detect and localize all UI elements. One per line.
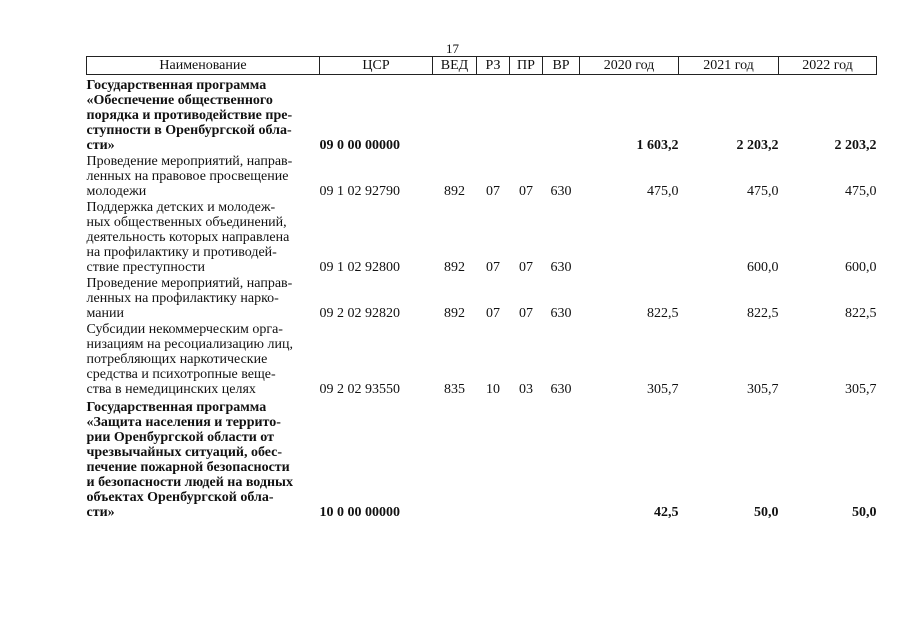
row-name-line: чрезвычайных ситуаций, обес- [86,445,283,460]
row-name-line: молодежи [86,184,147,199]
row-ved: 892 [444,184,465,199]
row-value-2022: 50,0 [852,505,877,520]
row-name-line: сти» [86,138,115,153]
row-vr: 630 [550,260,572,275]
header-ved: ВЕД [433,57,477,75]
row-name-line: Государственная программа [86,78,267,93]
row-csr: 09 2 02 93550 [319,382,400,397]
row-name-line: ленных на профилактику нарко- [86,291,279,306]
row-rz: 07 [486,260,500,275]
row-pr: 07 [519,306,533,321]
header-name: Наименование [87,57,320,75]
budget-table [86,56,877,520]
table-row [87,153,877,199]
row-rz: 10 [486,382,500,397]
row-name-line: мании [86,306,124,321]
row-rz: 07 [486,184,500,199]
row-name [87,321,320,397]
row-value-2020: 475,0 [647,184,679,199]
row-vr: 630 [550,184,572,199]
row-value-2020: 1 603,2 [636,138,679,153]
row-name [87,397,320,520]
table-header-row [87,57,877,75]
row-pr [510,75,543,154]
row-value-2020: 42,5 [654,505,679,520]
row-value-2021: 822,5 [747,306,779,321]
row-name-line: ства в немедицинских целях [86,382,256,397]
row-ved: 892 [444,260,465,275]
row-rz [477,397,510,520]
row-name-line: Субсидии некоммерческим орга- [86,322,283,337]
row-csr: 09 2 02 92820 [319,306,400,321]
row-value-2022: 2 203,2 [834,138,877,153]
row-name-line: деятельность которых направлена [86,230,290,245]
row-name [87,275,320,321]
header-csr: ЦСР [320,57,433,75]
row-value-2021: 50,0 [754,505,779,520]
row-value-2021: 475,0 [747,184,779,199]
row-name-line: Государственная программа [86,400,267,415]
header-2021: 2021 год [679,57,779,75]
row-pr: 07 [519,260,533,275]
row-rz [477,75,510,154]
row-name [87,75,320,154]
row-name-line: Проведение мероприятий, направ- [86,276,293,291]
row-name-line: ступности в Оренбургской обла- [86,123,292,138]
row-value-2020: 822,5 [647,306,679,321]
table-row [87,199,877,275]
row-pr [510,397,543,520]
row-value-2021: 2 203,2 [736,138,779,153]
row-name-line: ствие преступности [86,260,206,275]
row-name-line: сти» [86,505,115,520]
row-name-line: на профилактику и противодей- [86,245,277,260]
row-vr [543,75,580,154]
row-csr: 09 1 02 92800 [319,260,400,275]
row-value-2020 [580,199,679,275]
header-2020: 2020 год [580,57,679,75]
row-ved: 835 [444,382,465,397]
row-ved [433,75,477,154]
row-name [87,199,320,275]
row-name-line: ных общественных объединений, [86,215,287,230]
table-body [87,75,877,521]
row-name-line: средства и психотропные веще- [86,367,276,382]
header-vr: ВР [543,57,580,75]
row-name-line: потребляющих наркотические [86,352,268,367]
row-name-line: рии Оренбургской области от [86,430,275,445]
row-name-line: печение пожарной безопасности [86,460,290,475]
row-name [87,153,320,199]
row-vr: 630 [550,382,572,397]
table-row [87,321,877,397]
row-value-2022: 305,7 [845,382,877,397]
row-name-line: ленных на правовое просвещение [86,169,289,184]
table-row [87,275,877,321]
row-ved: 892 [444,306,465,321]
row-csr: 10 0 00 00000 [319,505,400,520]
row-name-line: низациям на ресоциализацию лиц, [86,337,293,352]
row-value-2021: 305,7 [747,382,779,397]
header-pr: ПР [510,57,543,75]
row-pr: 03 [519,382,533,397]
row-value-2022: 475,0 [845,184,877,199]
row-name-line: и безопасности людей на водных [86,475,293,490]
row-vr: 630 [550,306,572,321]
program-row [87,397,877,520]
row-ved [433,397,477,520]
row-name-line: «Обеспечение общественного [86,93,273,108]
row-value-2021: 600,0 [747,260,779,275]
page-number: 17 [446,41,459,56]
row-name-line: Проведение мероприятий, направ- [86,154,293,169]
row-pr: 07 [519,184,533,199]
row-csr: 09 1 02 92790 [319,184,400,199]
header-2022: 2022 год [779,57,877,75]
row-vr [543,397,580,520]
row-name-line: «Защита населения и террито- [86,415,281,430]
row-name-line: Поддержка детских и молодеж- [86,200,276,215]
row-value-2022: 600,0 [845,260,877,275]
row-name-line: порядка и противодействие пре- [86,108,293,123]
program-row [87,75,877,154]
row-value-2020: 305,7 [647,382,679,397]
row-csr: 09 0 00 00000 [319,138,400,153]
row-rz: 07 [486,306,500,321]
row-name-line: объектах Оренбургской обла- [86,490,274,505]
header-rz: РЗ [477,57,510,75]
row-value-2022: 822,5 [845,306,877,321]
